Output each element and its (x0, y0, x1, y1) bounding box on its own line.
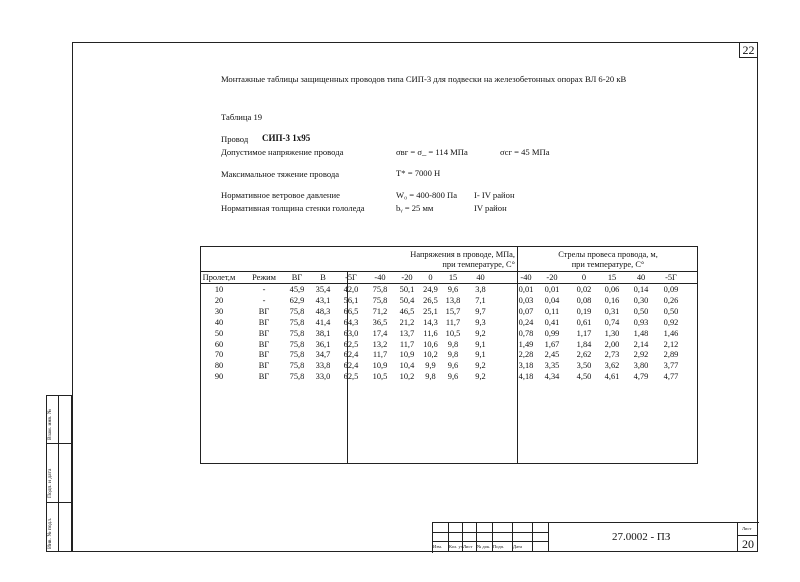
table-cell: 10,6 (423, 339, 438, 349)
table-cell: 30 (214, 306, 224, 316)
table-cell: 0,06 (604, 285, 620, 294)
column-header: 40 (476, 273, 485, 282)
table-cell: 9,3 (475, 317, 486, 327)
param-label-stress: Допустимое напряжение провода (221, 147, 344, 157)
table-cell: 0,24 (518, 317, 534, 327)
column-header: -5Г (665, 273, 677, 282)
table-cell: 75,8 (289, 317, 305, 327)
table-cell: 0,04 (544, 295, 560, 305)
table-cell: ВГ (258, 350, 270, 360)
table-cell: 2,92 (633, 350, 649, 360)
table-cell: - (262, 295, 266, 305)
table-cell: 60 (214, 339, 224, 349)
column-header: -5Г (345, 273, 357, 282)
table-cell: ВГ (258, 328, 270, 338)
column-header: Режим (252, 273, 276, 282)
table-cell: 36,1 (315, 339, 331, 349)
table-cell: 10,2 (399, 372, 415, 382)
table-cell: 0,02 (576, 285, 592, 294)
sag-group-header: Стрелы провеса провода, м, при температуре, С° (558, 250, 658, 269)
param-value-ice: bᵧ = 25 мм (396, 203, 434, 213)
stress-group-header: Напряжения в проводе, МПа, при температуре, С° (410, 250, 515, 269)
param-value-wind-2: I- IV район (474, 190, 515, 200)
table-cell: 17,4 (372, 328, 388, 338)
table-cell: 0,61 (576, 317, 592, 327)
table-cell: 0,08 (576, 295, 592, 305)
table-cell: 10,2 (423, 350, 438, 360)
bottom-page-number: 20 (742, 537, 754, 551)
table-cell: 11,6 (423, 328, 438, 338)
table-cell: 9,2 (475, 361, 486, 371)
conductor-label: Провод (221, 134, 249, 144)
table-cell: 75,8 (289, 328, 305, 338)
column-header: Пролет,м (202, 273, 236, 282)
table-cell: 9,8 (447, 339, 459, 349)
table-cell: 75,8 (372, 295, 388, 305)
table-cell: 40 (214, 317, 224, 327)
table-cell: 0,14 (633, 285, 649, 294)
mounting-table (200, 246, 698, 464)
table-cell: 0,01 (518, 285, 534, 294)
table-cell: 42,0 (343, 285, 359, 294)
table-cell: 2,62 (576, 350, 592, 360)
table-cell: 2,28 (518, 350, 534, 360)
doc-number: 27.0002 - ПЗ (612, 531, 671, 543)
table-cell: 4,50 (576, 372, 592, 382)
top-page-number-box (739, 42, 758, 58)
side-label-sign-date: Подп. и дата (47, 468, 53, 498)
table-cell: - (262, 285, 266, 294)
table-cell: 4,18 (518, 372, 534, 382)
table-cell: 90 (214, 372, 224, 382)
table-cell: 2,00 (604, 339, 620, 349)
table-cell: 3,50 (576, 361, 592, 371)
table-cell: 0,78 (518, 328, 534, 338)
table-cell: 0,74 (604, 317, 620, 327)
table-cell: 62,4 (343, 350, 359, 360)
table-cell: 0,07 (518, 306, 534, 316)
table-cell: 0,30 (633, 295, 649, 305)
table-cell: 75,8 (289, 372, 305, 382)
top-page-number: 22 (742, 43, 755, 57)
table-cell: 13,2 (372, 339, 388, 349)
table-cell: 26,5 (423, 295, 438, 305)
table-cell: 0,50 (663, 306, 679, 316)
table-cell: 14,3 (423, 317, 438, 327)
table-cell: 56,1 (343, 295, 359, 305)
table-cell: 4,77 (663, 372, 679, 382)
table-cell: 2,45 (544, 350, 560, 360)
table-cell: 0,26 (663, 295, 679, 305)
table-cell: ВГ (258, 306, 270, 316)
table-cell: 50,4 (399, 295, 415, 305)
table-cell: 25,1 (423, 306, 438, 316)
side-stamp-divider-2 (46, 502, 72, 503)
table-cell: 41,4 (315, 317, 331, 327)
param-label-ice: Нормативная толщина стенки гололеда (221, 203, 365, 213)
table-cell: 10,5 (372, 372, 388, 382)
table-cell: 62,9 (289, 295, 305, 305)
table-cell: 70 (214, 350, 224, 360)
table-cell: 10,4 (399, 361, 415, 371)
column-header: 0 (428, 273, 433, 282)
table-cell: 0,01 (544, 285, 560, 294)
title-block-row-1 (432, 532, 548, 533)
table-cell: 3,35 (544, 361, 560, 371)
table-cell: 75,8 (289, 306, 305, 316)
table-cell: 9,6 (447, 372, 459, 382)
column-header: -40 (520, 273, 532, 282)
table-cell: 4,34 (544, 372, 560, 382)
title-block-col-end (548, 522, 549, 552)
table-cell: 9,8 (425, 372, 436, 382)
side-label-replace-inv: Взам. инв. № (47, 409, 53, 440)
column-header: ВГ (291, 273, 303, 282)
table-cell: 50,1 (399, 285, 415, 294)
table-cell: 75,8 (289, 350, 305, 360)
table-cell: 75,8 (289, 339, 305, 349)
column-header: 15 (448, 273, 458, 282)
table-cell: 9,2 (475, 372, 486, 382)
table-cell: 7,1 (475, 295, 486, 305)
table-cell: 50 (214, 328, 224, 338)
column-header: 0 (581, 273, 587, 282)
param-value-ice-2: IV район (474, 203, 507, 213)
side-stamp-inner-line (58, 395, 59, 552)
table-cell: 9,9 (425, 361, 436, 371)
table-cell: 9,8 (447, 350, 459, 360)
table-cell: 9,1 (475, 350, 486, 360)
title-block-col-label: Подп. (493, 544, 505, 549)
table-cell: 80 (214, 361, 224, 371)
table-cell: 62,5 (343, 339, 359, 349)
table-cell: 2,89 (663, 350, 679, 360)
column-header: -40 (374, 273, 386, 282)
table-cell: ВГ (258, 361, 270, 371)
table-cell: 20 (214, 295, 224, 305)
table-cell: 11,7 (372, 350, 388, 360)
table-cell: 45,9 (289, 285, 305, 294)
table-cell: 0,31 (604, 306, 620, 316)
param-value-tension: Т* = 7000 Н (396, 168, 441, 178)
table-cell: 3,77 (663, 361, 679, 371)
table-cell: 9,1 (475, 339, 486, 349)
table-cell: 63,0 (343, 328, 359, 338)
title-block-sheet-row (737, 535, 758, 536)
column-header-rule (201, 283, 697, 284)
table-cell: 0,93 (633, 317, 649, 327)
table-cell: 21,2 (399, 317, 415, 327)
table-cell: 10,9 (399, 350, 415, 360)
table-cell: 24,9 (423, 285, 438, 294)
table-cell: 11,7 (445, 317, 461, 327)
table-cell: 48,3 (315, 306, 331, 316)
table-cell: 10,9 (372, 361, 388, 371)
title-block-row-2 (432, 541, 548, 542)
conductor-value: СИП-3 1х95 (262, 133, 311, 143)
column-header: В (320, 273, 326, 282)
table-cell: 13,7 (399, 328, 415, 338)
table-cell: 38,1 (315, 328, 331, 338)
table-cell: 1,49 (518, 339, 534, 349)
table-cell: 75,8 (289, 361, 305, 371)
table-cell: 33,8 (315, 361, 331, 371)
table-cell: ВГ (258, 317, 270, 327)
table-cell: 46,5 (399, 306, 415, 316)
param-label-wind: Нормативное ветровое давление (221, 190, 340, 200)
table-cell: 0,99 (544, 328, 560, 338)
side-label-orig-inv: Инв. № подл. (47, 517, 53, 549)
column-header: 15 (607, 273, 617, 282)
table-cell: 1,84 (576, 339, 592, 349)
table-cell: 0,19 (576, 306, 592, 316)
table-cell: 0,41 (544, 317, 560, 327)
table-cell: 0,09 (663, 285, 679, 294)
table-cell: 4,79 (633, 372, 649, 382)
table-cell: 62,5 (343, 372, 359, 382)
table-cell: ВГ (258, 372, 270, 382)
title-block-col-label: Лист (463, 544, 473, 549)
table-cell: 0,03 (518, 295, 534, 305)
table-cell: 0,50 (633, 306, 649, 316)
table-cell: 34,7 (315, 350, 331, 360)
table-cell: 2,14 (633, 339, 649, 349)
table-cell: 1,48 (633, 328, 649, 338)
table-cell: 3,18 (518, 361, 534, 371)
table-cell: 36,5 (372, 317, 388, 327)
table-cell: 9,6 (447, 361, 459, 371)
table-cell: 3,80 (633, 361, 649, 371)
table-cell: 11,7 (399, 339, 415, 349)
table-cell: 0,92 (663, 317, 679, 327)
table-cell: 35,4 (315, 285, 331, 294)
side-stamp-divider-1 (46, 443, 72, 444)
table-cell: 2,12 (663, 339, 679, 349)
table-cell: 43,1 (315, 295, 331, 305)
column-header: 40 (636, 273, 646, 282)
title-block-col-label: Кол. уч. (449, 544, 465, 549)
table-cell: 0,16 (604, 295, 620, 305)
title-block-col-label: Дата (513, 544, 522, 549)
table-cell: 2,73 (604, 350, 620, 360)
table-cell: 62,4 (343, 361, 359, 371)
table-cell: 9,6 (447, 285, 459, 294)
table-cell: 1,46 (663, 328, 679, 338)
table-cell: 9,7 (475, 306, 486, 316)
table-cell: 10 (214, 285, 224, 294)
table-cell: 9,2 (475, 328, 486, 338)
param-value-wind: W₀ = 400-800 Па (396, 190, 458, 200)
param-label-tension: Максимальное тяжение провода (221, 169, 340, 179)
table-cell: 0,11 (544, 306, 560, 316)
column-header: -20 (546, 273, 558, 282)
header-rule (201, 271, 697, 272)
table-cell: 13,8 (445, 295, 461, 305)
table-cell: 3,8 (475, 285, 486, 294)
document-title: Монтажные таблицы защищенных проводов типа СИП-3 для подвески на железобетонных опорах ВЛ 6-20 кВ (221, 74, 627, 84)
table-cell: 10,5 (445, 328, 461, 338)
column-header: -20 (401, 273, 413, 282)
table-cell: 1,30 (604, 328, 620, 338)
param-value-stress-2: σсг = 45 МПа (500, 147, 550, 157)
title-block-sheet-sep (737, 522, 738, 552)
table-cell: 15,7 (445, 306, 461, 316)
table-cell: 64,3 (343, 317, 359, 327)
title-block-col-label: № док. (477, 544, 491, 549)
title-block-col-label: Изм. (433, 544, 442, 549)
param-value-stress: σвг = σ_ = 114 МПа (396, 147, 468, 157)
table-cell: 3,62 (604, 361, 620, 371)
table-cell: ВГ (258, 339, 270, 349)
title-block-col-line (532, 522, 533, 552)
table-cell: 33,0 (315, 372, 331, 382)
table-label: Таблица 19 (221, 112, 263, 122)
table-cell: 75,8 (372, 285, 388, 294)
table-cell: 66,5 (343, 306, 359, 316)
table-cell: 71,2 (372, 306, 388, 316)
table-cell: 1,17 (576, 328, 592, 338)
table-cell: 4,61 (604, 372, 620, 382)
sheet-label: Лист (742, 526, 752, 531)
table-cell: 1,67 (544, 339, 560, 349)
